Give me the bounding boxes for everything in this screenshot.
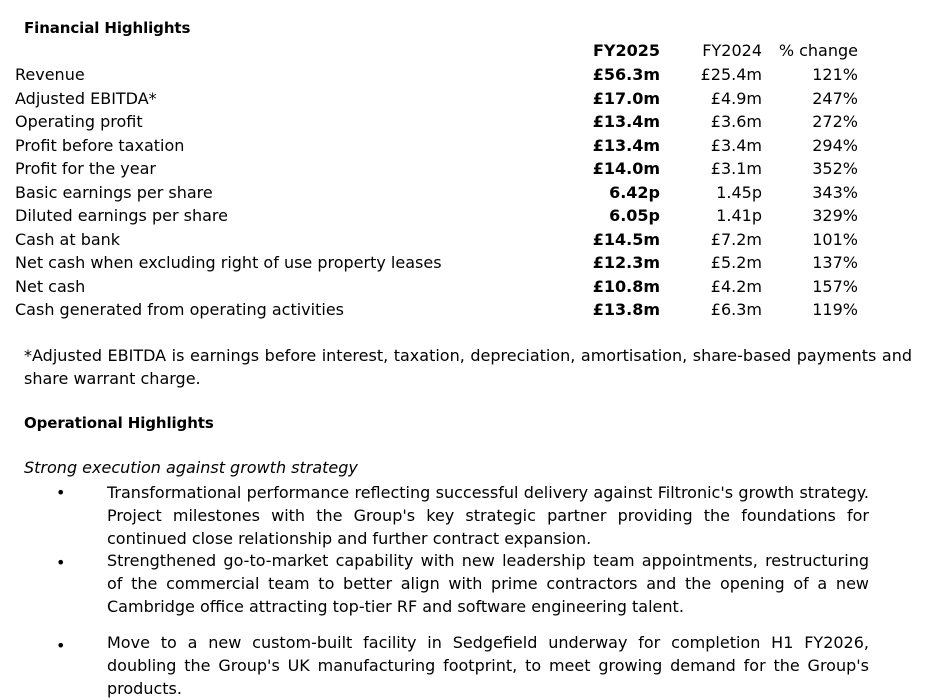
table-row (15, 157, 875, 181)
row-label: Adjusted EBITDA* (15, 88, 157, 108)
fy2025-value: £17.0m (592, 88, 660, 108)
fy2025-value: £14.0m (592, 159, 660, 178)
change-value: 119% (812, 300, 858, 319)
fy2025-value: 6.05p (609, 206, 660, 225)
row-label: Basic earnings per share (15, 182, 213, 202)
table-row (15, 63, 875, 87)
change-value: 294% (812, 135, 858, 155)
ebitda-footnote: *Adjusted EBITDA is earnings before interest, taxation, depreciation, amortisation, share-based payments and share warrant charge. (24, 346, 912, 388)
row-label: Diluted earnings per share (15, 206, 228, 225)
bullet-icon: • (56, 636, 66, 655)
table-row (15, 87, 875, 111)
row-label: Net cash when excluding right of use property leases (15, 253, 442, 272)
fy2025-value: £13.8m (592, 300, 660, 319)
row-label: Revenue (15, 65, 85, 84)
change-value: 329% (812, 206, 858, 225)
table-row (15, 181, 875, 205)
bullet-icon: • (56, 553, 66, 572)
fy2024-value: 1.45p (716, 182, 762, 202)
column-header-change: % change (778, 41, 858, 60)
change-value: 247% (812, 88, 858, 108)
table-row (15, 110, 875, 134)
bullet-text: Transformational performance reflecting successful delivery against Filtronic's growth strategy. Project milestones with the Group's key strategic partner providing the foundations for continued close relationship and further contract expansion. (107, 483, 869, 548)
fy2025-value: £10.8m (592, 276, 660, 296)
row-label: Profit for the year (15, 159, 156, 178)
table-row (15, 134, 875, 158)
fy2025-value: £14.5m (592, 229, 660, 249)
table-row (15, 228, 875, 252)
growth-strategy-subheading: Strong execution against growth strategy (24, 458, 358, 477)
bullet-icon: • (56, 483, 66, 502)
row-label: Operating profit (15, 112, 143, 131)
change-value: 343% (812, 182, 858, 202)
change-value: 121% (812, 65, 858, 84)
fy2024-value: £5.2m (710, 253, 762, 272)
row-label: Cash at bank (15, 229, 121, 249)
fy2025-value: £56.3m (592, 65, 660, 84)
change-value: 157% (812, 276, 858, 296)
bullet-text: Move to a new custom-built facility in Sedgefield underway for completion H1 FY2026, doubling the Group's UK manufacturing footprint, to meet growing demand for the Group's products. (107, 633, 869, 698)
fy2024-value: £25.4m (700, 65, 762, 84)
operational-highlights-heading: Operational Highlights (24, 414, 214, 432)
fy2024-value: £3.1m (710, 159, 762, 178)
change-value: 272% (812, 112, 858, 131)
column-header-fy2024: FY2024 (702, 41, 762, 60)
fy2024-value: £7.2m (710, 229, 762, 249)
financial-highlights-heading: Financial Highlights (24, 19, 191, 37)
fy2024-value: £3.4m (710, 135, 762, 155)
column-header-fy2025: FY2025 (592, 41, 660, 60)
change-value: 352% (812, 159, 858, 178)
fy2024-value: £4.2m (710, 276, 762, 296)
table-row (15, 275, 875, 299)
fy2025-value: 6.42p (609, 182, 660, 202)
row-label: Net cash (15, 276, 86, 296)
row-label: Profit before taxation (15, 135, 185, 155)
fy2025-value: £12.3m (592, 253, 660, 272)
change-value: 137% (812, 253, 858, 272)
fy2024-value: £3.6m (710, 112, 762, 131)
fy2024-value: 1.41p (716, 206, 762, 225)
fy2025-value: £13.4m (592, 112, 660, 131)
table-row (15, 298, 875, 322)
fy2024-value: £6.3m (710, 300, 762, 319)
change-value: 101% (812, 229, 858, 249)
row-label: Cash generated from operating activities (15, 300, 344, 319)
fy2025-value: £13.4m (592, 135, 660, 155)
table-header-row (15, 38, 875, 63)
table-row (15, 204, 875, 228)
bullet-text: Strengthened go-to-market capability with new leadership team appointments, restructuring of the commercial team to better align with prime contractors and the opening of a new Cambridge office attracting top-tier RF and software engineering talent. (107, 551, 869, 616)
financial-highlights-table (15, 38, 875, 322)
fy2024-value: £4.9m (710, 88, 762, 108)
table-row (15, 251, 875, 275)
